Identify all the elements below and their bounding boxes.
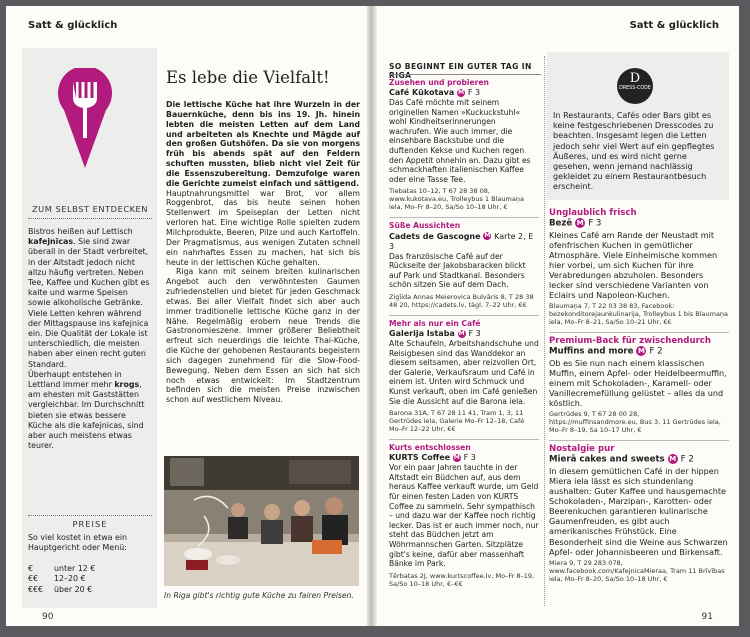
tip-entry <box>549 332 729 434</box>
price-row: €€ 12–20 € <box>28 574 86 584</box>
cafe-category: Mehr als nur ein Café <box>389 318 481 328</box>
cafe-entry <box>389 78 539 211</box>
book-spine <box>367 6 377 626</box>
divider <box>28 218 152 219</box>
cafe-category: Süße Aussichten <box>389 221 461 231</box>
cafe-title: KURTS Coffee M F 3 <box>389 453 476 463</box>
divider <box>28 515 152 516</box>
tip-description: Kleines Café am Rande der Neustadt mit ofenfrischen Kuchen in gemütlicher Atmosphäre. Viele Einheimische kommen hier vorbei, um sich Kuchen für ihre Verabredungen abzuholen. Besonders lecker sind verschiedene Varianten von Eclairs und Napoleon-Kuchen. <box>549 229 718 301</box>
tip-title: Mierā cakes and sweets M F 2 <box>549 454 694 465</box>
price-row: €€€ über 20 € <box>28 584 93 594</box>
cafe-description: Alte Schaufeln, Arbeitshandschuhe und Reisigbesen sind das Wanddekor an diesem seltsamen, aber reizvollen Ort, der Galerie, Verkaufsraum und Café in einem ist. Unten wird Schmuck und Kunst verkauft, oben im Café genießen Sie die Aussicht auf die Barona iela. <box>389 339 539 406</box>
cafe-entry <box>389 217 539 308</box>
cafe-list <box>389 78 539 588</box>
tip-title: Bezē M F 3 <box>549 218 602 229</box>
cafe-entry <box>389 439 539 588</box>
fork-pin-icon <box>58 68 112 168</box>
tip-info: Gertrūdes 9, T 67 28 00 28, https://muffinsandmore.eu, Bus 3, 11 Gertrūdes iela, Mo–Fr 8–19, Sa 10–17 Uhr, € <box>549 410 721 435</box>
divider <box>389 74 541 75</box>
map-pin-icon: M <box>637 347 645 356</box>
column-rule <box>544 56 546 606</box>
map-pin-icon: M <box>576 219 584 228</box>
restaurant-photo <box>164 456 359 586</box>
right-page <box>377 6 739 626</box>
tip-category: Nostalgie pur <box>549 444 615 455</box>
article-paragraph: Riga kann mit seinem breiten kulinarischen Angebot auch den verwöhntesten Gaumen zufriedenstellen und bietet für jeden Geschmack etwas. Bei aller Vielfalt findet sich aber auch immer traditionelle lettische Küche ganz in der Nähe. Regelmäßig erobern neue Trends die Gastronomieszene. Immer größerer Beliebtheit erfreut sich neuerdings die leichte Thai-Küche, die Küche der gehobenen Restaurants begeistern sich dagegen zunehmend für die Slow-Food-Bewegung. Neben dem Essen an sich hat sich noch etwas entwickelt: Im Stadtzentrum befinden sich die meisten Preise inzwischen schon auf westlichem Niveau. <box>166 267 360 405</box>
cafe-info: Tērbatas 2J, www.kurtscoffee.lv, Mo–Fr 8–19, Sa/So 10–18 Uhr, €–€€ <box>389 571 535 588</box>
tip-description: Ob es Sie nun nach einem klassischen Muffin, einem Apfel- oder Heidelbeermuffin, einem mit Schokoladen-, Karamell- oder Vanillecremefüllung gelüstet – alles da und köstlich. <box>549 357 727 409</box>
left-page <box>6 6 367 626</box>
tip-entry <box>549 208 729 326</box>
tip-category: Premium-Back für zwischendurch <box>549 336 712 347</box>
tip-list <box>549 208 729 583</box>
map-pin-icon: M <box>484 232 491 240</box>
cafe-info: Tiebatas 10–12, T 67 28 38 08, www.kukotava.eu, Trolleybus 1 Blaumaņa iela, Mo–Fr 8–20, Sa/So 10–18 Uhr, € <box>389 187 524 212</box>
cafe-entry <box>389 315 539 433</box>
dresscode-text: In Restaurants, Cafés oder Bars gibt es keine festgeschriebenen Dresscodes zu beachten. Insgesamt legen die Letten jedoch sehr viel Wert auf ein gepflegtes Äußeres, und es wird nicht gerne gesehen, wenn jemand nachlässig gekleidet zu einem Restaurantbesuch erscheint. <box>553 110 715 192</box>
cafe-title: Cadets de Gascogne M Karte 2, E 3 <box>389 231 534 251</box>
dresscode-icon: D DRESS-CODE <box>617 68 653 104</box>
cafe-description: Das französische Café auf der Rückseite der Jakobsbaracken blickt auf Park und Stadtkanal. Besonders schön sitzen Sie auf dem Dach. <box>389 251 526 290</box>
cafe-category: Zusehen und probieren <box>389 78 489 87</box>
running-header: Satt & glücklich <box>28 20 118 31</box>
price-list <box>28 564 152 595</box>
photo-caption: In Riga gibt's richtig gute Küche zu fairen Preisen. <box>164 591 354 600</box>
price-row: € unter 12 € <box>28 564 96 573</box>
map-pin-icon: M <box>458 329 465 337</box>
running-header: Satt & glücklich <box>629 20 719 31</box>
cafe-description: Das Café möchte mit seinem originellen Namen »Kuckuckstuhl« wohl Kindheitserinnerungen wachrufen. Wie auch immer, die einsehbare Backstube und die duftenden Kekse und Kuchen regen den Appetit ohnehin an. Dazu gibt es schmackhaften italienischen Kaffee oder eine Tasse Tee. <box>389 98 531 184</box>
sidebar-text <box>28 227 152 451</box>
article-body <box>166 100 360 405</box>
tag-heading: SO BEGINNT EIN GUTER TAG IN RIGA <box>389 62 532 80</box>
page-number: 91 <box>701 612 713 622</box>
article-paragraph: Hauptnahrungsmittel war Brot, vor allem Roggenbrot, das bis heute seinen hohen Stellenwert im Speiseplan der Letten nicht verloren hat. Eine wichtige Rolle spielten zudem Milchprodukte, Beeren, Pilze und auch Kartoffeln. Der Pragmatismus, aus wenigen Zutaten schnell ein nahrhaftes Essen zu machen, hat sich bis heute in der lettischen Küche gehalten. <box>166 188 360 267</box>
sidebar-heading: ZUM SELBST ENTDECKEN <box>31 204 149 214</box>
cafe-title: Café Kūkotava M F 3 <box>389 88 481 98</box>
article-lead: Die lettische Küche hat ihre Wurzeln in der Bauernküche, denn bis ins 19. Jh. hinein lebten die meisten Letten auf dem Land und arbeiteten als Knechte und Mägde auf den großen Gutshöfen. Da sie von morgens früh bis abends spät auf den Feldern schuften mussten, blieb nicht viel Zeit für die Essenszubereitung. Demzufolge waren die Gerichte zumeist einfach und sättigend. <box>166 100 360 188</box>
article-title: Es lebe die Vielfalt! <box>166 68 330 87</box>
sidebar-para: Überhaupt entstehen in Lettland immer mehr krogs, am ehesten mit Gaststätten vergleichbar. Im Durchschnitt bieten sie etwas bessere Küche als die kafejnicas, sind aber auch meistens etwas teurer. <box>28 369 145 451</box>
cafe-info: Barona 31A, T 67 28 11 41, Tram 1, 3, 11 Gertrūdes iela, Galerie Mo–Fr 12–18, Café Mo–Fr 12–22 Uhr, €€ <box>389 409 525 434</box>
page-number: 90 <box>42 612 54 622</box>
prices-intro: So viel kostet in etwa ein Hauptgericht oder Menü: <box>28 533 128 553</box>
tip-info: Miera 9, T 29 283 078, www.facebook.com/KafejnicaMieraa, Tram 11 Brīvības iela, Mo–Fr 8–20, Sa/So 10–18 Uhr, € <box>549 558 725 583</box>
tip-description: In diesem gemütlichen Café in der hippen Miera iela lässt es sich stundenlang aushalten: Guter Kaffee und hausgemachte Schokoladen-, Marzipan-, Karotten- oder Beerenkuchen garantieren kulinarische Gaumenfreuden, es gibt auch amerikanisches Frühstück. Eine Besonderheit sind die Weine aus Schwarzen Apfel- oder Johannisbeeren und Birkensaft. <box>549 465 728 557</box>
map-pin-icon: M <box>458 88 465 96</box>
map-pin-icon: M <box>669 455 677 464</box>
cafe-title: Galerija Istaba M F 3 <box>389 329 481 338</box>
sidebar-intro: Bistros heißen auf Lettisch kafejnīcas. Sie sind zwar überall in der Stadt verbreitet, in der Altstadt jedoch nicht allzu häufig vertreten. Neben Tee, Kaffee und Kuchen gibt es kalte und warme Speisen sowie alkoholische Getränke. Viele Letten kehren während der Mittagspause ins kafejnica ein. Die Qualität der Lokale ist unterschiedlich, die meisten haben aber einen recht guten Standard. <box>28 227 150 369</box>
tip-info: Blaumaņa 7, T 22 03 38 83, Facebook: bezekonditorejaunkulinarija, Trolleybus 1 bis Blaumaņa iela, Mo–Fr 8–21, Sa/So 10–21 Uhr, €€ <box>549 302 729 327</box>
cafe-category: Kurts entschlossen <box>389 443 471 453</box>
cafe-info: Zigīida Annas Meierovica Bulvāris 8, T 28 38 48 20, https://cadets.lv, tägl. 7–22 Uhr, €€ <box>389 292 534 309</box>
tip-category: Unglaublich frisch <box>549 208 637 218</box>
cafe-description: Vor ein paar Jahren tauchte in der Altstadt ein Büdchen auf, aus dem heraus Kaffee verkauft wurde, um Geld für einen festen Laden von KURTS Coffee zu sammeln. Sehr sympathisch – und dazu war der Kaffee noch richtig lecker. Das ist er auch immer noch, nur steht das Büdchen jetzt am Wöhrmannschen Garten. Sitzplätze gibt's keine, dafür aber massenhaft Bänke im Park. <box>389 463 539 569</box>
prices-heading: PREISE <box>72 519 108 529</box>
map-pin-icon: M <box>453 453 460 461</box>
tip-entry <box>549 440 729 582</box>
tip-title: Muffins and more M F 2 <box>549 346 663 357</box>
